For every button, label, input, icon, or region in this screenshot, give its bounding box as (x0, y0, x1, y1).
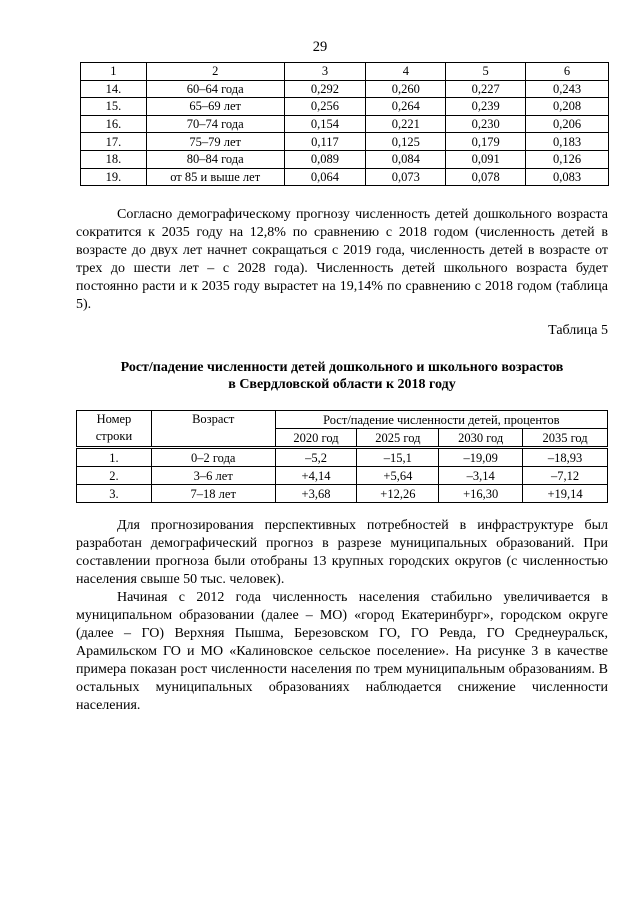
table-row (81, 98, 609, 116)
row-number: 3. (77, 485, 152, 503)
paragraph-municipal-forecast: Для прогнозирования перспективных потребностей в инфраструктуре был разработан демографический прогноз в разрезе муниципальных образований. При составлении прогноза были отобраны 13 крупных городских округов (с численностью населения свыше 50 тыс. человек). (76, 518, 608, 587)
value-cell: +19,14 (523, 485, 608, 503)
header-age: Возраст (151, 411, 275, 448)
value-cell: 0,183 (526, 133, 609, 151)
age-group: 75–79 лет (146, 133, 284, 151)
value-cell: 0,239 (446, 98, 526, 116)
column-number: 2 (146, 63, 284, 81)
header-year: 2025 год (357, 429, 439, 448)
age-group: 0–2 года (151, 448, 275, 467)
value-cell: 0,208 (526, 98, 609, 116)
value-cell: 0,260 (366, 80, 446, 98)
column-number: 3 (284, 63, 366, 81)
column-number: 5 (446, 63, 526, 81)
table-row (77, 467, 608, 485)
value-cell: 0,230 (446, 115, 526, 133)
row-number: 19. (81, 168, 147, 186)
table-row (81, 133, 609, 151)
table-title-line: в Свердловской области к 2018 году (228, 377, 456, 392)
value-cell: 0,091 (446, 150, 526, 168)
value-cell: +16,30 (439, 485, 523, 503)
value-cell: +4,14 (275, 467, 357, 485)
value-cell: +3,68 (275, 485, 357, 503)
table-caption: Таблица 5 (548, 323, 608, 338)
table-row (77, 485, 608, 503)
value-cell: +5,64 (357, 467, 439, 485)
value-cell: –7,12 (523, 467, 608, 485)
children-growth-table (76, 410, 608, 503)
paragraph-forecast: Согласно демографическому прогнозу численность детей дошкольного возраста сократится к 2035 году на 12,8% по сравнению с 2018 годом (численность детей в возрасте до двух лет начнет сокращаться с 2019 года, численность детей в возрасте от трех до шести лет – с 2028 года). Численность детей школьного возраста будет постоянно расти и к 2035 году вырастет на 19,14% по сравнению с 2018 годом (таблица 5). (76, 207, 608, 312)
table-header-row (81, 63, 609, 81)
value-cell: 0,078 (446, 168, 526, 186)
header-year: 2020 год (275, 429, 357, 448)
column-number: 4 (366, 63, 446, 81)
value-cell: –5,2 (275, 448, 357, 467)
value-cell: –15,1 (357, 448, 439, 467)
table-header-row (77, 411, 608, 429)
value-cell: 0,292 (284, 80, 366, 98)
page-number: 29 (312, 39, 328, 55)
value-cell: 0,256 (284, 98, 366, 116)
row-number: 15. (81, 98, 147, 116)
row-number: 14. (81, 80, 147, 98)
paragraph-population-growth: Начиная с 2012 года численность населения стабильно увеличивается в муниципальном образовании (далее – МО) «город Екатеринбург», городском округе (далее – ГО) Верхняя Пышма, Березовском ГО, ГО Ревда, ГО Среднеуральск, Арамильском ГО и МО «Калиновское сельское поселение». На рисунке 3 в качестве примера показан рост численности населения по трем муниципальным образованиям. В остальных муниципальных образованиях наблюдается снижение численности населения. (76, 590, 608, 713)
value-cell: 0,227 (446, 80, 526, 98)
value-cell: 0,264 (366, 98, 446, 116)
header-year: 2030 год (439, 429, 523, 448)
table-row (81, 115, 609, 133)
table-row (81, 150, 609, 168)
age-group: 3–6 лет (151, 467, 275, 485)
value-cell: –3,14 (439, 467, 523, 485)
table-title (76, 359, 608, 393)
value-cell: 0,179 (446, 133, 526, 151)
value-cell: 0,083 (526, 168, 609, 186)
header-growth-group: Рост/падение численности детей, процентов (275, 411, 607, 429)
age-group: 60–64 года (146, 80, 284, 98)
age-group: от 85 и выше лет (146, 168, 284, 186)
age-group: 7–18 лет (151, 485, 275, 503)
age-group: 70–74 года (146, 115, 284, 133)
table-row (77, 448, 608, 467)
value-cell: 0,084 (366, 150, 446, 168)
value-cell: –18,93 (523, 448, 608, 467)
value-cell: 0,243 (526, 80, 609, 98)
column-number: 1 (81, 63, 147, 81)
table-row (81, 80, 609, 98)
value-cell: 0,126 (526, 150, 609, 168)
row-number: 18. (81, 150, 147, 168)
age-group: 80–84 года (146, 150, 284, 168)
column-number: 6 (526, 63, 609, 81)
row-number: 2. (77, 467, 152, 485)
header-year: 2035 год (523, 429, 608, 448)
age-coefficient-table (80, 62, 609, 186)
row-number: 1. (77, 448, 152, 467)
value-cell: 0,154 (284, 115, 366, 133)
header-row-number: Номер строки (77, 411, 152, 448)
table-row (81, 168, 609, 186)
value-cell: 0,064 (284, 168, 366, 186)
age-group: 65–69 лет (146, 98, 284, 116)
value-cell: 0,117 (284, 133, 366, 151)
value-cell: 0,125 (366, 133, 446, 151)
table-title-line: Рост/падение численности детей дошкольного и школьного возрастов (120, 360, 564, 375)
value-cell: 0,073 (366, 168, 446, 186)
value-cell: +12,26 (357, 485, 439, 503)
value-cell: –19,09 (439, 448, 523, 467)
value-cell: 0,221 (366, 115, 446, 133)
value-cell: 0,206 (526, 115, 609, 133)
row-number: 17. (81, 133, 147, 151)
row-number: 16. (81, 115, 147, 133)
value-cell: 0,089 (284, 150, 366, 168)
